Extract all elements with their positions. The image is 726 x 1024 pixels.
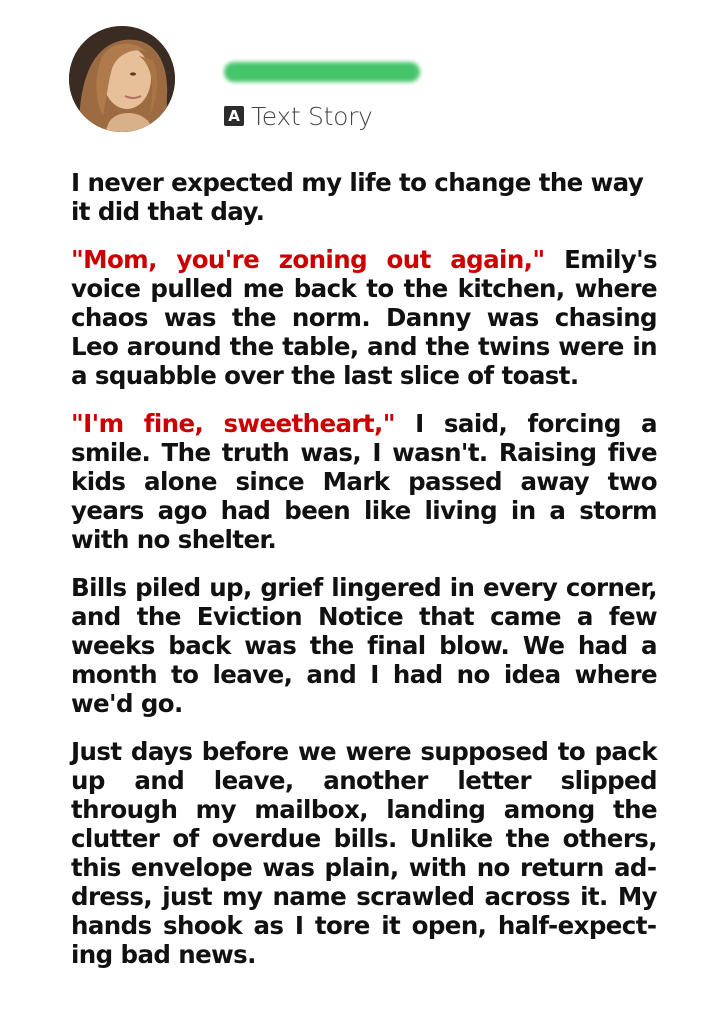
paragraph-3-quote: "I'm fine, sweetheart," xyxy=(71,409,395,438)
paragraph-3 xyxy=(71,409,657,554)
paragraph-3-text: I said, forcing a smile. The truth was, I wasn't. Raising five kids alone since Mark passed away two years ago had been like living in a storm with no shelter. xyxy=(71,409,657,554)
story-header xyxy=(0,0,726,150)
paragraph-2-quote: "Mom, you're zoning out again," xyxy=(71,245,545,274)
paragraph-4-text: Bills piled up, grief lingered in every corner, and the Eviction Notice that came a few weeks back was the final blow. We had a month to leave, and I had no idea where we'd go. xyxy=(71,573,657,718)
avatar[interactable] xyxy=(69,26,175,132)
paragraph-1-text: I never expected my life to change the way it did that day. xyxy=(71,168,644,226)
paragraph-5 xyxy=(71,737,657,969)
paragraph-5-text: Just days before we were supposed to pack up and leave, another letter slipped through my mailbox, landing among the clutter of overdue bills. Unlike the others, this envelope was plain, with no return address, just my name scrawled across it. My hands shook as I tore it open, half-expecting bad news. xyxy=(71,737,657,969)
paragraph-1 xyxy=(71,168,657,226)
author-name-redacted xyxy=(224,62,420,82)
paragraph-2 xyxy=(71,245,657,390)
paragraph-4 xyxy=(71,573,657,718)
source-tag xyxy=(224,100,373,132)
paragraph-2-text: Emily's voice pulled me back to the kitchen, where chaos was the norm. Danny was chasing Leo around the table, and the twins were in a squabble over the last slice of toast. xyxy=(71,245,657,390)
story-body xyxy=(71,168,657,988)
text-story-icon: A xyxy=(224,106,244,126)
source-label: Text Story xyxy=(251,101,373,131)
